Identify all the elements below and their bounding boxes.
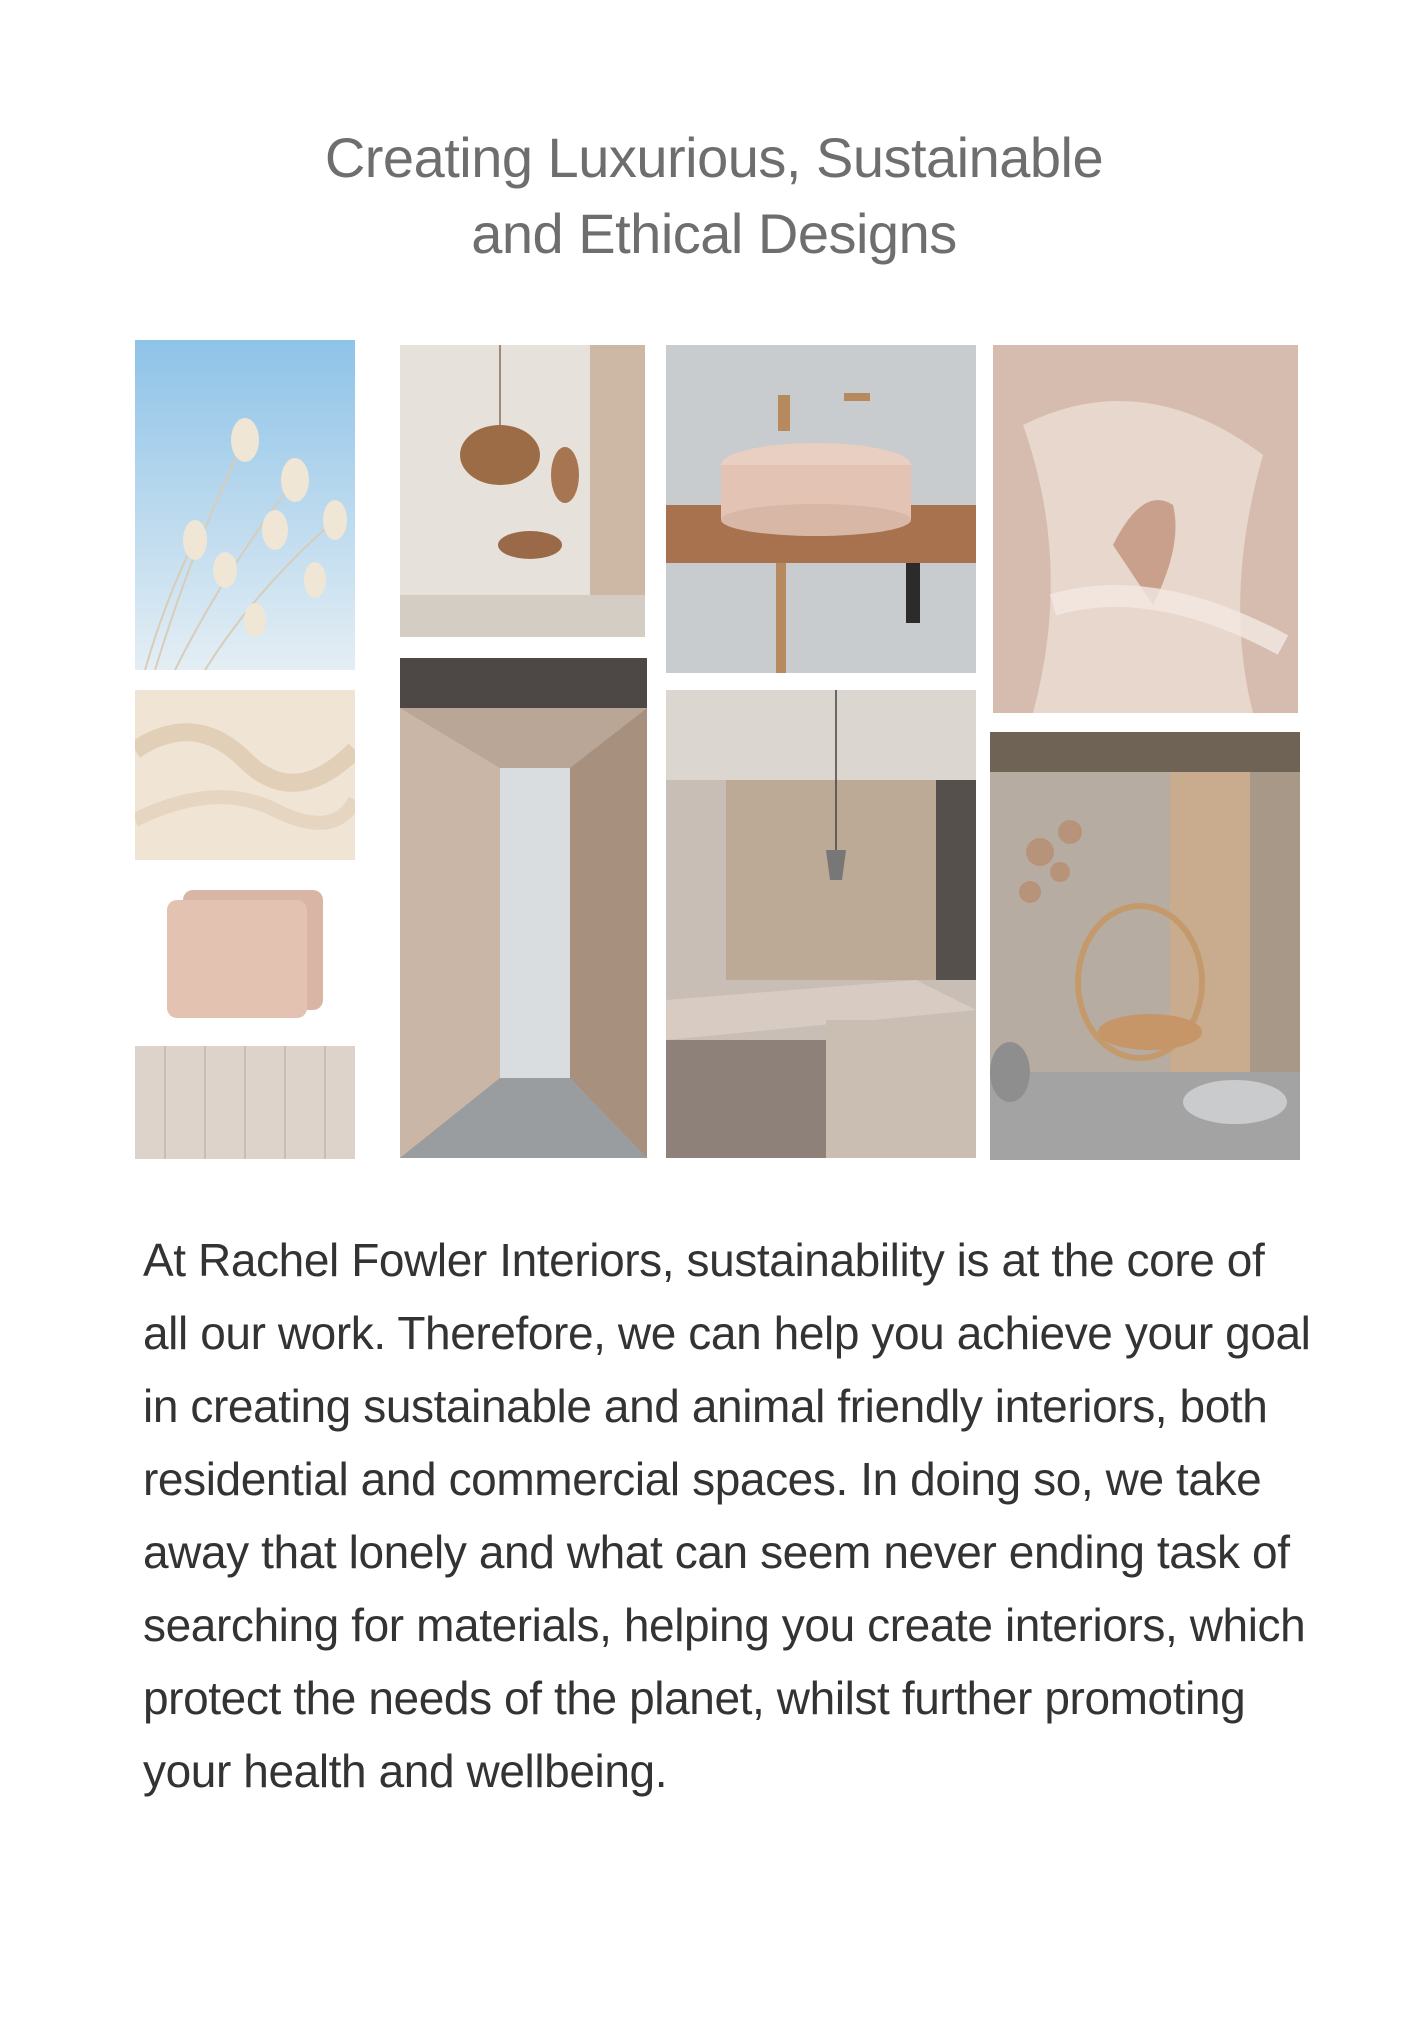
image-blush-cushion: [135, 878, 355, 1026]
title-line-1: Creating Luxurious, Sustainable: [324, 126, 1104, 189]
image-kitchen-island: [666, 690, 976, 1158]
image-pendant-lights: [400, 345, 645, 637]
image-cream-fabric: [135, 690, 355, 860]
image-rattan-chair: [990, 732, 1300, 1160]
image-pink-basin: [666, 345, 976, 673]
image-sheer-fabric: [993, 345, 1298, 713]
image-corridor: [400, 658, 647, 1158]
image-wood-floor: [135, 1046, 355, 1159]
page-title: [0, 120, 1428, 272]
title-line-2: and Ethical Designs: [471, 202, 957, 265]
image-grass-sky: [135, 340, 355, 670]
intro-paragraph: At Rachel Fowler Interiors, sustainability is at the core of all our work. Therefore, we can help you achieve your goal in creating sustainable and animal friendly interiors, both residential and commercial spaces. In doing so, we take away that lonely and what can seem never ending task of searching for materials, helping you create interiors, which protect the needs of the planet, whilst further promoting your health and wellbeing.: [143, 1234, 1311, 1797]
